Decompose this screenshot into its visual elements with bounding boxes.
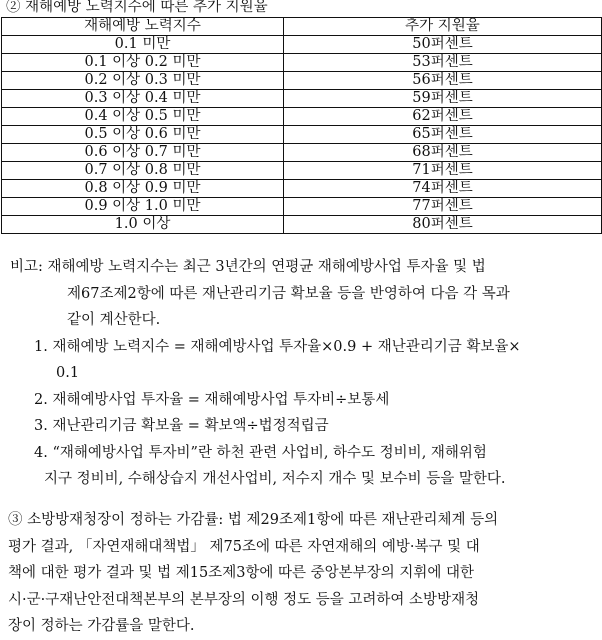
section-3-line-3: 책에 대한 평가 결과 및 법 제15조제3항에 따른 중앙본부장의 지휘에 대한 bbox=[8, 565, 474, 581]
effort-index-cell: 0.8 이상 0.9 미만 bbox=[2, 180, 284, 198]
support-rate-cell: 80퍼센트 bbox=[284, 216, 602, 234]
effort-index-cell: 1.0 이상 bbox=[2, 216, 284, 234]
table-row bbox=[2, 162, 602, 180]
effort-index-cell: 0.1 이상 0.2 미만 bbox=[2, 54, 284, 72]
effort-index-cell: 0.4 이상 0.5 미만 bbox=[2, 108, 284, 126]
support-rate-cell: 77퍼센트 bbox=[284, 198, 602, 216]
table-row bbox=[2, 108, 602, 126]
support-rate-cell: 71퍼센트 bbox=[284, 162, 602, 180]
note-item-4: 4. “재해예방사업 투자비”란 하천 관련 사업비, 하수도 정비비, 재해위험 bbox=[34, 444, 487, 461]
section-3-line-1: ③ 소방방재청장이 정하는 가감률: 법 제29조제1항에 따른 재난관리체계 등의 bbox=[8, 512, 499, 528]
support-rate-cell: 50퍼센트 bbox=[284, 36, 602, 54]
table-row bbox=[2, 144, 602, 162]
effort-index-cell: 0.9 이상 1.0 미만 bbox=[2, 198, 284, 216]
support-rate-cell: 65퍼센트 bbox=[284, 126, 602, 144]
note-item-3: 3. 재난관리기금 확보율 = 확보액÷법정적립금 bbox=[34, 418, 329, 434]
table-header-row bbox=[2, 18, 602, 36]
table-row bbox=[2, 90, 602, 108]
section-2-title: ② 재해예방 노력지수에 따른 추가 지원율 bbox=[6, 0, 268, 15]
support-rate-cell: 59퍼센트 bbox=[284, 90, 602, 108]
section-3-line-5: 장이 정하는 가감률을 말한다. bbox=[8, 618, 195, 634]
effort-index-cell: 0.3 이상 0.4 미만 bbox=[2, 90, 284, 108]
support-rate-cell: 74퍼센트 bbox=[284, 180, 602, 198]
note-item-2: 2. 재해예방사업 투자율 = 재해예방사업 투자비÷보통세 bbox=[34, 391, 390, 408]
header-effort-index: 재해예방 노력지수 bbox=[2, 18, 284, 36]
table-row bbox=[2, 216, 602, 234]
support-rate-cell: 53퍼센트 bbox=[284, 54, 602, 72]
note-line-2: 제67조제2항에 따른 재난관리기금 확보율 등을 반영하여 다음 각 목과 bbox=[67, 285, 510, 302]
note-line-3: 같이 계산한다. bbox=[67, 312, 161, 328]
note-item-4-cont: 지구 정비비, 수해상습지 개선사업비, 저수지 개수 및 보수비 등을 말한다. bbox=[44, 471, 506, 487]
note-item-1: 1. 재해예방 노력지수 = 재해예방사업 투자율×0.9 + 재난관리기금 확보율× bbox=[34, 338, 521, 355]
effort-index-cell: 0.2 이상 0.3 미만 bbox=[2, 72, 284, 90]
table-row bbox=[2, 54, 602, 72]
effort-index-cell: 0.1 미만 bbox=[2, 36, 284, 54]
section-3-paragraph bbox=[0, 507, 602, 640]
table-row bbox=[2, 198, 602, 216]
note-block bbox=[0, 254, 602, 493]
support-rate-cell: 56퍼센트 bbox=[284, 72, 602, 90]
note-item-1-cont: 0.1 bbox=[56, 365, 80, 381]
support-rate-table bbox=[1, 17, 602, 234]
table-row bbox=[2, 72, 602, 90]
table-row bbox=[2, 180, 602, 198]
note-line-1: 비고: 재해예방 노력지수는 최근 3년간의 연평균 재해예방사업 투자율 및 법 bbox=[10, 259, 486, 275]
support-rate-cell: 62퍼센트 bbox=[284, 108, 602, 126]
section-3-line-2: 평가 결과, 「자연재해대책법」 제75조에 따른 자연재해의 예방·복구 및 대 bbox=[8, 538, 480, 555]
header-support-rate: 추가 지원율 bbox=[284, 18, 602, 36]
support-rate-cell: 68퍼센트 bbox=[284, 144, 602, 162]
effort-index-cell: 0.7 이상 0.8 미만 bbox=[2, 162, 284, 180]
effort-index-cell: 0.5 이상 0.6 미만 bbox=[2, 126, 284, 144]
table-row bbox=[2, 126, 602, 144]
table-row bbox=[2, 36, 602, 54]
effort-index-cell: 0.6 이상 0.7 미만 bbox=[2, 144, 284, 162]
section-3-line-4: 시·군·구재난안전대책본부의 본부장의 이행 정도 등을 고려하여 소방방재청 bbox=[8, 591, 480, 608]
